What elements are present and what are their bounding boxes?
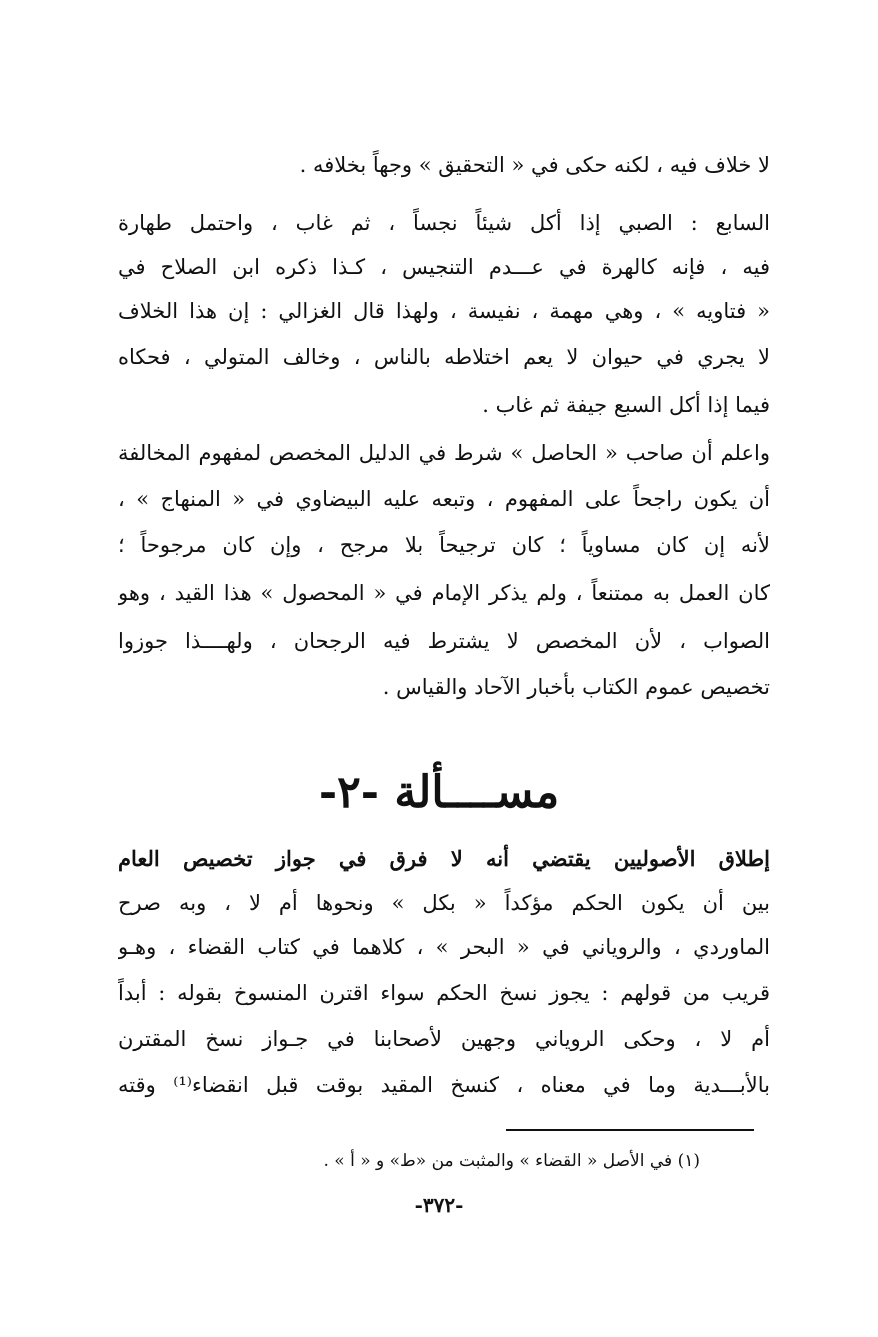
text-line: أم لا ، وحكى الروياني وجهين لأصحابنا في جـواز نسخ المقترن: [118, 1027, 770, 1051]
section-heading: مســــألة -٢-: [318, 767, 560, 818]
text-line: « فتاويه » ، وهي مهمة ، نفيسة ، ولهذا قال الغزالي : إن هذا الخلاف: [118, 299, 770, 323]
footnote: (١) في الأصل « القضاء » والمثبت من «ط» و « أ » .: [323, 1151, 700, 1171]
page-number: -٣٧٢-: [414, 1193, 464, 1217]
text-line: بالأبـــدية وما في معناه ، كنسخ المقيد بوقت قبل انقضاء⁽¹⁾ وقته: [118, 1073, 770, 1097]
text-line: قريب من قولهم : يجوز نسخ الحكم سواء اقترن المنسوخ بقوله : أبداً: [118, 981, 770, 1005]
footnote-separator: [506, 1129, 754, 1131]
text-line: الماوردي ، والروياني في « البحر » ، كلاهما في كتاب القضاء ، وهـو: [118, 935, 770, 959]
text-line: تخصيص عموم الكتاب بأخبار الآحاد والقياس .: [382, 675, 770, 699]
text-line: لا يجري في حيوان لا يعم اختلاطه بالناس ، وخالف المتولي ، فحكاه: [118, 345, 770, 369]
text-line: السابع : الصبي إذا أكل شيئاً نجساً ، ثم غاب ، واحتمل طهارة: [118, 211, 770, 235]
text-line: فيما إذا أكل السبع جيفة ثم غاب .: [482, 393, 770, 417]
text-line: فيه ، فإنه كالهرة في عـــدم التنجيس ، كـذا ذكره ابن الصلاح في: [118, 255, 770, 279]
text-line: أن يكون راجحاً على المفهوم ، وتبعه عليه البيضاوي في « المنهاج » ،: [118, 487, 770, 511]
text-line: واعلم أن صاحب « الحاصل » شرط في الدليل المخصص لمفهوم المخالفة: [118, 441, 770, 465]
text-line: إطلاق الأصوليين يقتضي أنه لا فرق في جواز تخصيص العام: [118, 846, 770, 871]
text-line: بين أن يكون الحكم مؤكداً « بكل » ونحوها أم لا ، وبه صرح: [118, 891, 770, 915]
text-line: لا خلاف فيه ، لكنه حكى في « التحقيق » وجهاً بخلافه .: [299, 153, 770, 177]
text-line: الصواب ، لأن المخصص لا يشترط فيه الرجحان ، ولهــــذا جوزوا: [118, 629, 770, 653]
text-line: لأنه إن كان مساوياً ؛ كان ترجيحاً بلا مرجح ، وإن كان مرجوحاً ؛: [118, 533, 770, 557]
text-line: كان العمل به ممتنعاً ، ولم يذكر الإمام في « المحصول » هذا القيد ، وهو: [118, 581, 770, 605]
